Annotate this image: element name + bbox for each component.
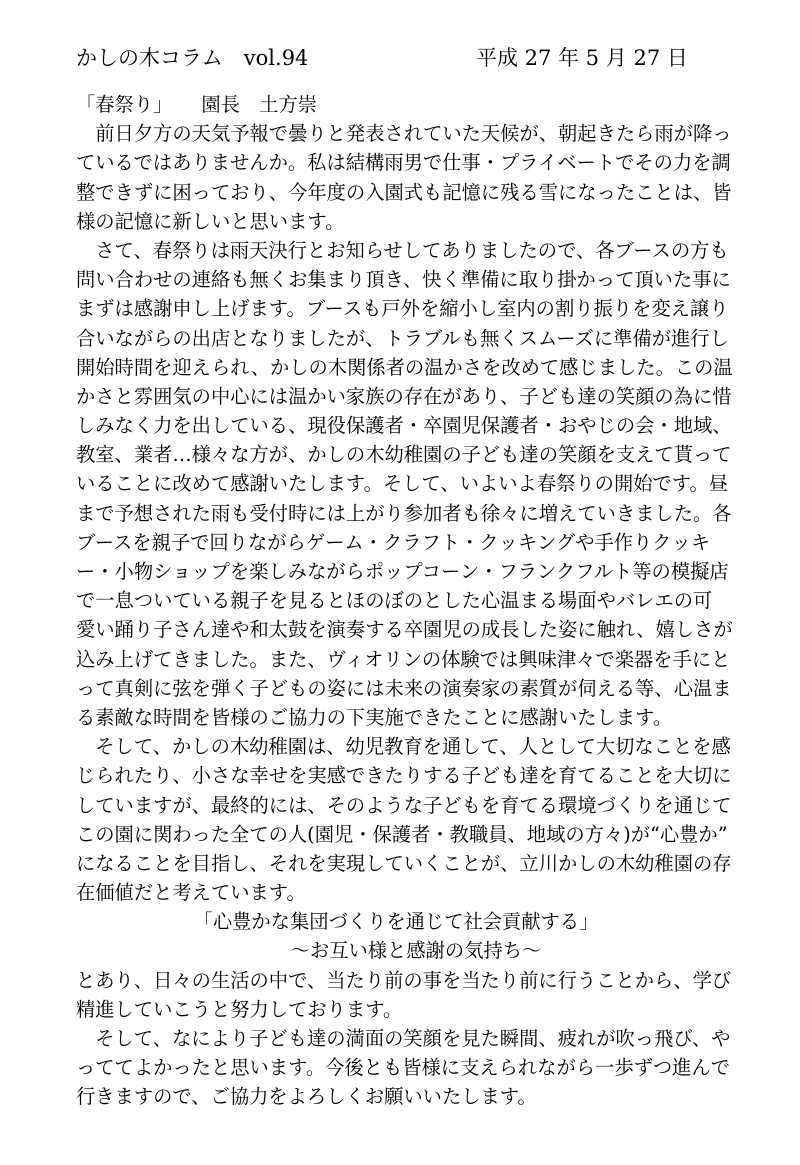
article-line: って真剣に弦を弾く子どもの姿には未来の演奏家の素質が伺える等、心温ま [76,676,732,700]
article-line: まずは感謝申し上げます。ブースも戸外を縮小し室内の割り振りを変え譲り [76,297,729,321]
article-line: そして、かしの木幼稚園は、幼児教育を通して、人として大切なことを感 [76,735,731,759]
motto-subline: ～お互い様と感謝の気持ち～ [290,939,542,963]
article-line: 整できずに困っており、今年度の入園式も記憶に残る雪になったことは、皆 [76,180,732,204]
article-line: かさと雰囲気の中心には温かい家族の存在があり、子ども達の笑顔の為に惜 [76,384,732,408]
article-line: いることに改めて感謝いたします。そして、いよいよ春祭りの開始です。昼 [76,472,729,496]
article-line: していますが、最終的には、そのような子どもを育てる環境づくりを通じて [76,793,732,817]
article-line: 合いながらの出店となりましたが、トラブルも無くスムーズに準備が進行し [76,326,729,350]
article-line: ブースを親子で回りながらゲーム・クラフト・クッキングや手作りクッキ [76,530,711,554]
article-line: 在価値だと考えています。 [76,881,306,905]
article-line: 開始時間を迎えられ、かしの木関係者の温かさを改めて感じました。この温 [76,355,733,379]
article-line: 教室、業者…様々な方が、かしの木幼稚園の子ども達の笑顔を支えて貰って [76,443,732,467]
article-body [76,90,733,1112]
closing-line: 精進していこうと努力しております。 [76,997,403,1021]
column-title: かしの木コラム vol.94 [76,46,309,70]
article-line: 愛い踊り子さん達や和太鼓を演奏する卒園児の成長した姿に触れ、嬉しさが [76,618,733,642]
closing-line: っててよかったと思います。今後とも皆様に支えられながら一歩ずつ進んで [76,1056,731,1080]
article-line: 問い合わせの連絡も無くお集まり頂き、快く準備に取り掛かって頂いた事に [76,268,731,292]
article-line: で一息ついている親子を見るとほのぼのとした心温まる場面やバレエの可 [76,589,713,613]
article-line: 前日夕方の天気予報で曇りと発表されていた天候が、朝起きたら雨が降っ [76,122,732,146]
article-line: ー・小物ショップを楽しみながらポップコーン・フランクフルト等の模擬店 [76,560,729,583]
publication-date: 平成 27 年 5 月 27 日 [476,46,688,70]
article-line: さて、春祭りは雨天決行とお知らせしてありましたので、各ブースの方も [76,238,729,262]
closing-line: そして、なにより子ども達の満面の笑顔を見た瞬間、疲れが吹っ飛び、や [76,1027,731,1050]
article-line: この園に関わった全ての人(園児・保護者・教職員、地域の方々)が“心豊か” [76,822,728,846]
article-line: 様の記憶に新しいと思います。 [76,209,345,233]
article-line: じられたり、小さな幸せを実感できたりする子ども達を育てることを大切に [76,764,732,788]
article-line: しみなく力を出している、現役保護者・卒園児保護者・おやじの会・地域、 [76,414,732,438]
closing-line: 行きますので、ご協力をよろしくお願いいたします。 [76,1085,537,1109]
article-line: ているではありませんか。私は結構雨男で仕事・プライベートでその力を調 [76,151,731,175]
article-line: まで予想された雨も受付時には上がり参加者も徐々に増えていきました。各 [76,501,732,525]
article-title: 「春祭り」 園長 土方崇 [76,93,318,116]
closing-line: とあり、日々の生活の中で、当たり前の事を当たり前に行うことから、学び [76,968,732,992]
column-header [76,40,726,80]
article-line: 込み上げてきました。また、ヴィオリンの体験では興味津々で楽器を手にと [76,647,731,671]
article-line: になることを目指し、それを実現していくことが、立川かしの木幼稚園の存 [76,851,732,875]
motto-line: 「心豊かな集団づくりを通じて社会貢献する」 [193,910,599,934]
article-line: る素敵な時間を皆様のご協力の下実施できたことに感謝いたします。 [76,705,673,729]
